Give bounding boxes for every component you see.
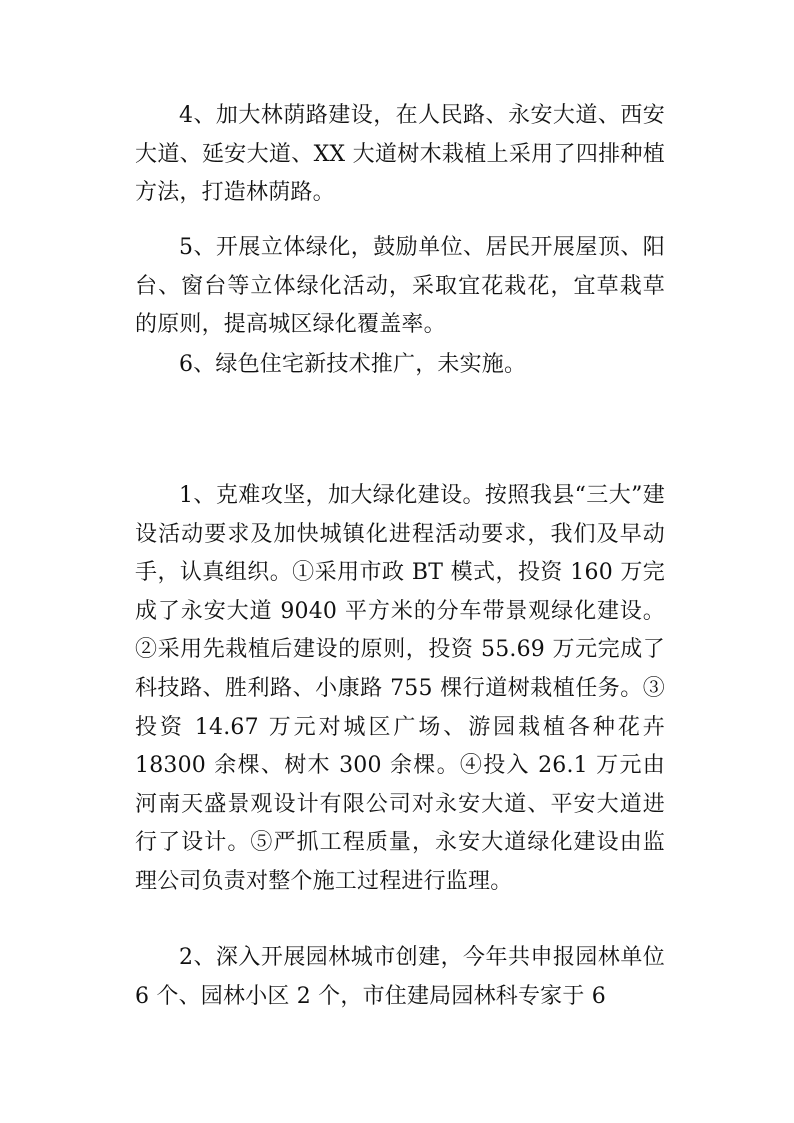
paragraph-1-greening-construction: 1、克难攻坚，加大绿化建设。按照我县“三大”建设活动要求及加快城镇化进程活动要求，我们及早动手，认真组织。①采用市政 BT 模式，投资 160 万完成了永安大道 9040 平方米的分车带景观绿化建设。②采用先栽植后建设的原则，投资 55.69 万元完成了科技路、胜利路、小康路 755 棵行道树栽植任务。③投资 14.67 万元对城区广场、游园栽植各种花卉 18300 余棵、树木 300 余棵。④投入 26.1 万元由河南天盛景观设计有限公司对永安大道、平安大道进行了设计。⑤严抓工程质量，永安大道绿化建设由监理公司负责对整个施工过程进行监理。 [135,483,665,894]
paragraph-6-green-housing: 6、绿色住宅新技术推广，未实施。 [179,352,527,377]
paragraph-4-shade-roads: 4、加大林荫路建设，在人民路、永安大道、西安大道、延安大道、XX 大道树木栽植上采用了四排种植方法，打造林荫路。 [135,103,665,206]
paragraph-2-garden-city: 2、深入开展园林城市创建，今年共申报园林单位 6 个、园林小区 2 个，市住建局园林科专家于 6 [135,945,665,1009]
paragraph-5-vertical-greening: 5、开展立体绿化，鼓励单位、居民开展屋顶、阳台、窗台等立体绿化活动，采取宜花栽花，宜草栽草的原则，提高城区绿化覆盖率。 [135,235,665,338]
